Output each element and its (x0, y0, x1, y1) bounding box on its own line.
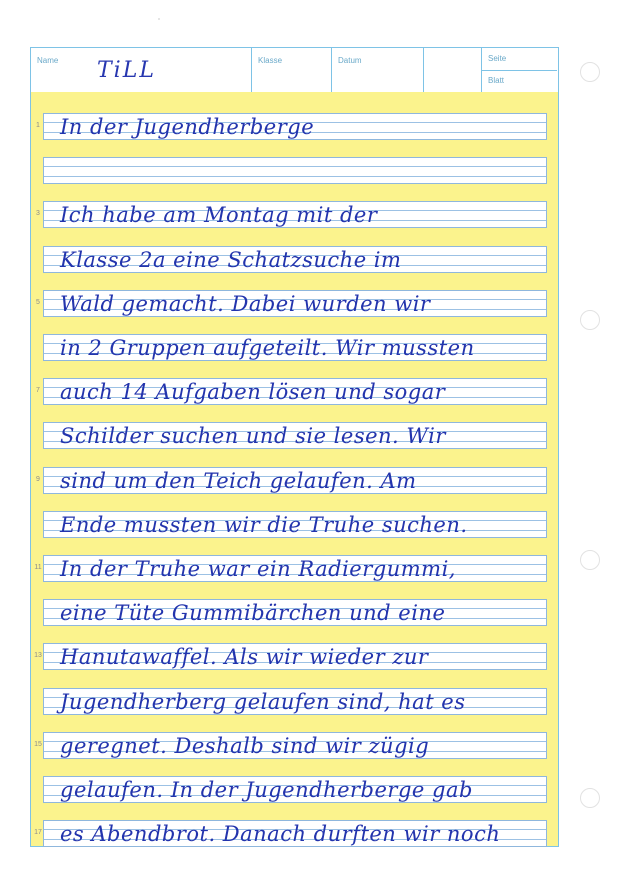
class-cell (252, 48, 332, 92)
handwritten-text: sind um den Teich gelaufen. Am (60, 469, 417, 493)
writing-sheet (30, 47, 559, 847)
sheet-label: Blatt (488, 76, 505, 85)
writing-line (43, 290, 547, 317)
sheet-header (31, 48, 558, 93)
handwritten-text: es Abendbrot. Danach durften wir noch (60, 822, 501, 846)
writing-line (43, 422, 547, 449)
writing-line (43, 599, 547, 626)
handwritten-text: Ende mussten wir die Truhe suchen. (60, 513, 468, 537)
writing-line (43, 246, 547, 273)
writing-line (43, 732, 547, 759)
name-cell (31, 48, 252, 92)
handwritten-text: In der Jugendherberge (60, 115, 315, 139)
handwritten-text: In der Truhe war ein Radiergummi, (60, 557, 456, 581)
punch-hole (580, 62, 600, 82)
handwritten-text: Schilder suchen und sie lesen. Wir (60, 424, 446, 448)
writing-line (43, 820, 547, 847)
writing-line (43, 511, 547, 538)
blank-cell (424, 48, 482, 92)
line-number: 1 (36, 122, 40, 129)
writing-line (43, 378, 547, 405)
line-number: 17 (34, 829, 42, 836)
punch-hole (580, 310, 600, 330)
writing-line (43, 201, 547, 228)
punch-hole (580, 788, 600, 808)
name-value: TiLL (97, 58, 156, 83)
handwritten-text: Jugendherberg gelaufen sind, hat es (60, 690, 466, 714)
line-number: 11 (34, 564, 42, 571)
name-label: Name (37, 56, 59, 65)
page-cell (482, 48, 558, 92)
writing-line (43, 776, 547, 803)
writing-line (43, 688, 547, 715)
class-label: Klasse (258, 56, 283, 65)
sheet-subcell (482, 70, 557, 92)
handwritten-text: gelaufen. In der Jugendherberge gab (60, 778, 473, 802)
page-label: Seite (488, 54, 507, 63)
handwritten-text: geregnet. Deshalb sind wir zügig (60, 734, 430, 758)
handwritten-text: eine Tüte Gummibärchen und eine (60, 601, 446, 625)
handwritten-text: Wald gemacht. Dabei wurden wir (60, 292, 431, 316)
writing-line (43, 555, 547, 582)
writing-line (43, 334, 547, 361)
line-number: 5 (36, 299, 40, 306)
line-number: 3 (36, 210, 40, 217)
lined-writing-area (31, 92, 558, 846)
handwritten-text: Hanutawaffel. Als wir wieder zur (60, 645, 429, 669)
writing-line (43, 113, 547, 140)
line-number: 15 (34, 741, 42, 748)
writing-line (43, 643, 547, 670)
handwritten-text: in 2 Gruppen aufgeteilt. Wir mussten (60, 336, 475, 360)
date-label: Datum (338, 56, 362, 65)
guide-lines (44, 166, 546, 177)
writing-line (43, 157, 547, 184)
handwritten-text: Klasse 2a eine Schatzsuche im (60, 248, 402, 272)
line-number: 7 (36, 387, 40, 394)
punch-hole (580, 550, 600, 570)
writing-line (43, 467, 547, 494)
speck (158, 18, 160, 20)
handwritten-text: auch 14 Aufgaben lösen und sogar (60, 380, 446, 404)
handwritten-text: Ich habe am Montag mit der (60, 203, 378, 227)
line-number: 9 (36, 476, 40, 483)
date-cell (332, 48, 424, 92)
line-number: 13 (34, 652, 42, 659)
